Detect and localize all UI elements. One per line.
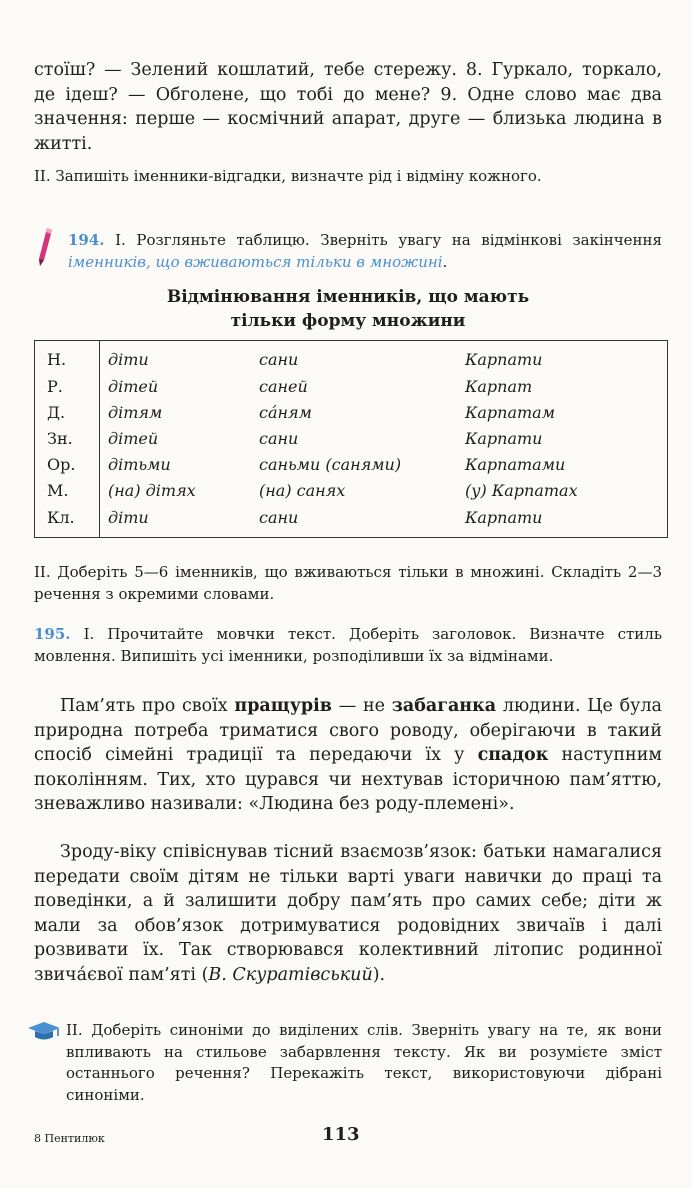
case-label: Н. [35, 341, 100, 374]
form-dity: (на) дітях [108, 481, 196, 501]
form-dity: дітьми [108, 455, 171, 475]
table-row [35, 400, 668, 426]
table-caption-line-1: Відмінювання іменників, що мають [166, 287, 530, 307]
reading-text: Зроду-віку співіснував тісний взаємозв’язок: батьки намагалися передати своїм дітям не тільки варті уваги навички до праці та поведінки, а й залишити добру пам’ять про самих себе; діти ж мали за обов’язок дотримуватися родовідних звичаїв і далі розвивати їх. Так створювався колективний літопис родинної звича́євої пам’яті ( [34, 842, 662, 985]
text-author: В. Скуратівський [208, 964, 373, 985]
exercise-195-number: 195. [34, 625, 71, 643]
page-number: 113 [322, 1124, 360, 1145]
highlighted-word-2: забаганка [391, 696, 497, 716]
form-karpaty: Карпати [465, 350, 543, 370]
form-karpaty: Карпат [465, 376, 533, 396]
case-label: Р. [35, 374, 100, 400]
exercise-194-text: I. Розгляньте таблицю. Зверніть увагу на відмінкові закінчення [115, 231, 662, 249]
form-dity: діти [108, 350, 149, 370]
table-row [35, 374, 668, 400]
form-dity: діти [108, 507, 149, 527]
form-karpaty: Карпати [465, 428, 543, 448]
exercise-194 [68, 230, 662, 273]
exercise-194-number: 194. [68, 231, 105, 249]
footer-signature: 8 Пентилюк [34, 1132, 105, 1145]
declension-table [34, 340, 668, 538]
task-194-part-2: II. Доберіть 5—6 іменників, що вживаються тільки в множині. Складіть 2—3 речення з окремими словами. [34, 563, 662, 603]
highlighted-word-3: спадок [477, 745, 549, 765]
case-label: Д. [35, 400, 100, 426]
form-sany: саньми (санями) [259, 455, 402, 475]
form-sany: сани [259, 507, 299, 527]
case-label: Зн. [35, 426, 100, 452]
reading-text: людини. Це була природна потреба триматися свого роводу, оберігаючи в такий спосіб сімейні традиції та передаючи їх у [34, 696, 662, 765]
reading-text: Пам’ять про своїх [60, 696, 235, 716]
form-sany: (на) санях [259, 481, 346, 501]
form-karpaty: Карпатами [465, 455, 566, 475]
exercise-195-text: I. Прочитайте мовчки текст. Доберіть заголовок. Визначте стиль мовлення. Випишіть усі іменники, розподіливши їх за відмінами. [34, 625, 662, 665]
form-karpaty: (у) Карпатах [465, 481, 578, 501]
form-sany: сани [259, 428, 299, 448]
form-sany: са́ням [259, 402, 312, 422]
pencil-icon [34, 226, 56, 268]
form-sany: саней [259, 376, 308, 396]
task-195-part-2: II. Доберіть синоніми до виділених слів. Зверніть увагу на те, як вони впливають на стильове забарвлення тексту. Як ви розумієте зміст останнього речення? Перекажіть текст, використовуючи дібрані синоніми. [66, 1021, 662, 1104]
form-karpaty: Карпати [465, 507, 543, 527]
task-193-part-2: II. Запишіть іменники-відгадки, визначте рід і відміну кожного. [34, 167, 542, 185]
form-dity: дітей [108, 428, 159, 448]
exercise-195 [34, 624, 662, 667]
table-row [35, 478, 668, 504]
graduation-cap-icon [26, 1020, 62, 1042]
case-label: Ор. [35, 452, 100, 478]
case-label: Кл. [35, 504, 100, 537]
table-row [35, 426, 668, 452]
table-row [35, 452, 668, 478]
form-sany: сани [259, 350, 299, 370]
form-dity: дітям [108, 402, 163, 422]
table-caption-line-2: тільки форму множини [230, 311, 466, 331]
intro-riddles-text: стоїш? — Зелений кошлатий, тебе стережу. 8. Гуркало, торкало, де ідеш? — Обголене, що тобі до мене? 9. Одне слово має два значення: перше — космічний апарат, друге — близька людина в житті. [34, 60, 662, 154]
table-row [35, 341, 668, 374]
case-label: М. [35, 478, 100, 504]
exercise-194-highlight: іменників, що вживаються тільки в множині [68, 252, 443, 271]
reading-paragraph-1 [34, 694, 662, 817]
reading-paragraph-2 [34, 840, 662, 987]
highlighted-word-1: пращурів [234, 696, 332, 716]
reading-text: — не [331, 696, 392, 716]
table-row [35, 504, 668, 537]
exercise-194-end: . [442, 252, 448, 271]
form-karpaty: Карпатам [465, 402, 555, 422]
reading-text: ). [372, 964, 386, 985]
reading-text: наступним поколінням. Тих, хто цурався чи нехтував історичною пам’яттю, зневажливо називали: «Людина без роду-племені». [34, 745, 662, 814]
form-dity: дітей [108, 376, 159, 396]
